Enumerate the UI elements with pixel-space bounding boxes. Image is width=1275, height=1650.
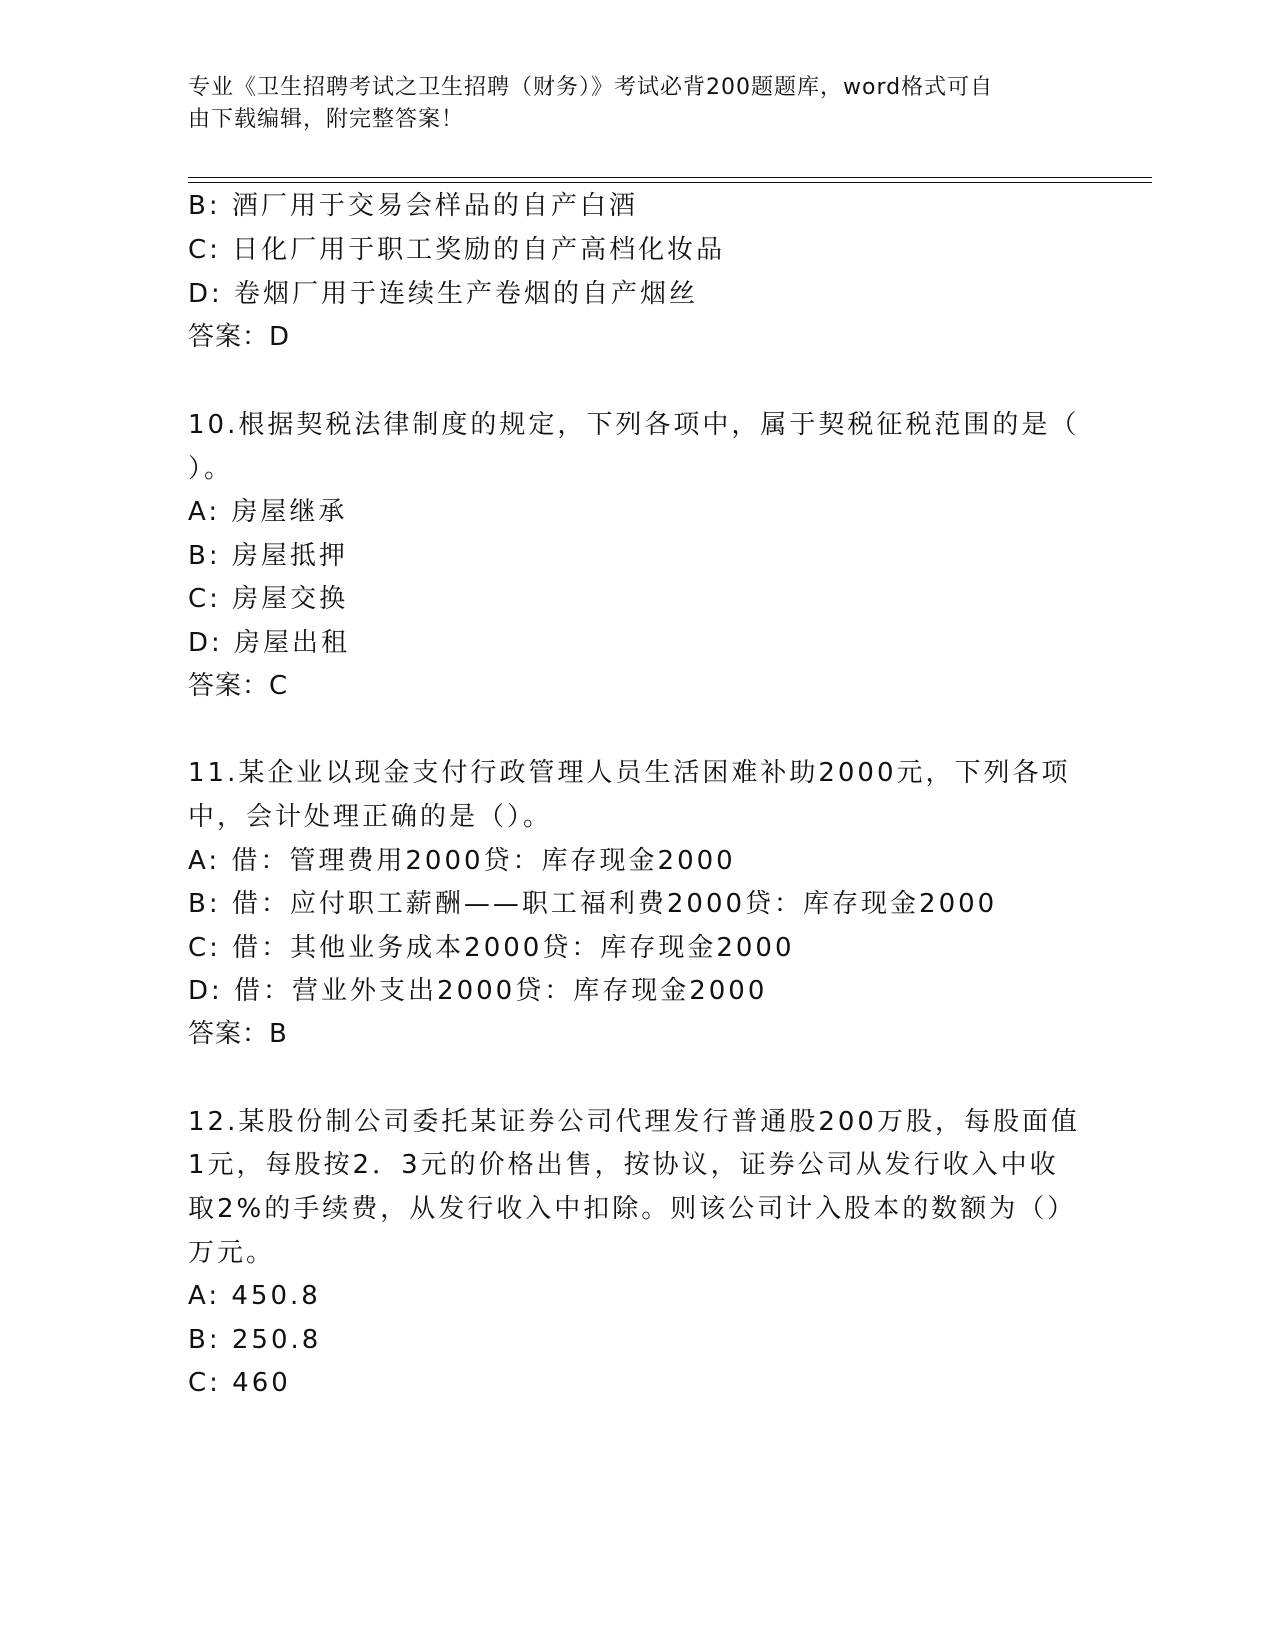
q11-option-c: C: 借：其他业务成本2000贷：库存现金2000	[188, 933, 795, 963]
q11-option-b: B: 借：应付职工薪酬——职工福利费2000贷：库存现金2000	[188, 889, 998, 919]
q12-stem-line-4: 万元。	[188, 1238, 276, 1268]
document-header	[188, 72, 1078, 136]
q12-stem-line-1: 12.某股份制公司委托某证券公司代理发行普通股200万股，每股面值	[188, 1107, 1080, 1137]
q10-option-d: D: 房屋出租	[188, 628, 351, 658]
q12-option-a: A: 450.8	[188, 1281, 321, 1311]
q12-stem-line-3: 取2%的手续费，从发行收入中扣除。则该公司计入股本的数额为（）	[188, 1194, 1077, 1224]
header-divider-bottom	[188, 182, 1152, 183]
q10-option-c: C: 房屋交换	[188, 584, 349, 614]
q12-option-c: C: 460	[188, 1368, 291, 1398]
q9-option-b: B: 酒厂用于交易会样品的自产白酒	[188, 191, 638, 221]
header-divider-top	[188, 177, 1152, 178]
q10-answer: 答案：C	[188, 671, 289, 701]
q9-option-c: C: 日化厂用于职工奖励的自产高档化妆品	[188, 235, 726, 265]
q11-answer: 答案：B	[188, 1019, 288, 1049]
q12-option-b: B: 250.8	[188, 1325, 322, 1355]
q10-option-b: B: 房屋抵押	[188, 541, 348, 571]
q11-option-d: D: 借：营业外支出2000贷：库存现金2000	[188, 976, 768, 1006]
q10-option-a: A: 房屋继承	[188, 497, 348, 527]
q11-stem-line-2: 中，会计处理正确的是（）。	[188, 802, 553, 832]
q10-stem-line-2: ）。	[188, 454, 234, 484]
q9-answer: 答案：D	[188, 322, 291, 352]
header-line-2: 由下载编辑，附完整答案！	[188, 107, 465, 132]
q11-stem-line-1: 11.某企业以现金支付行政管理人员生活困难补助2000元，下列各项	[188, 758, 1071, 788]
header-line-1: 专业《卫生招聘考试之卫生招聘（财务）》考试必背200题题库，word格式可自	[188, 75, 994, 100]
q12-stem-line-2: 1元，每股按2．3元的价格出售，按协议，证券公司从发行收入中收	[188, 1150, 1059, 1180]
q9-option-d: D: 卷烟厂用于连续生产卷烟的自产烟丝	[188, 279, 699, 309]
q11-option-a: A: 借：管理费用2000贷：库存现金2000	[188, 846, 736, 876]
q10-stem-line-1: 10.根据契税法律制度的规定，下列各项中，属于契税征税范围的是（	[188, 410, 1080, 440]
